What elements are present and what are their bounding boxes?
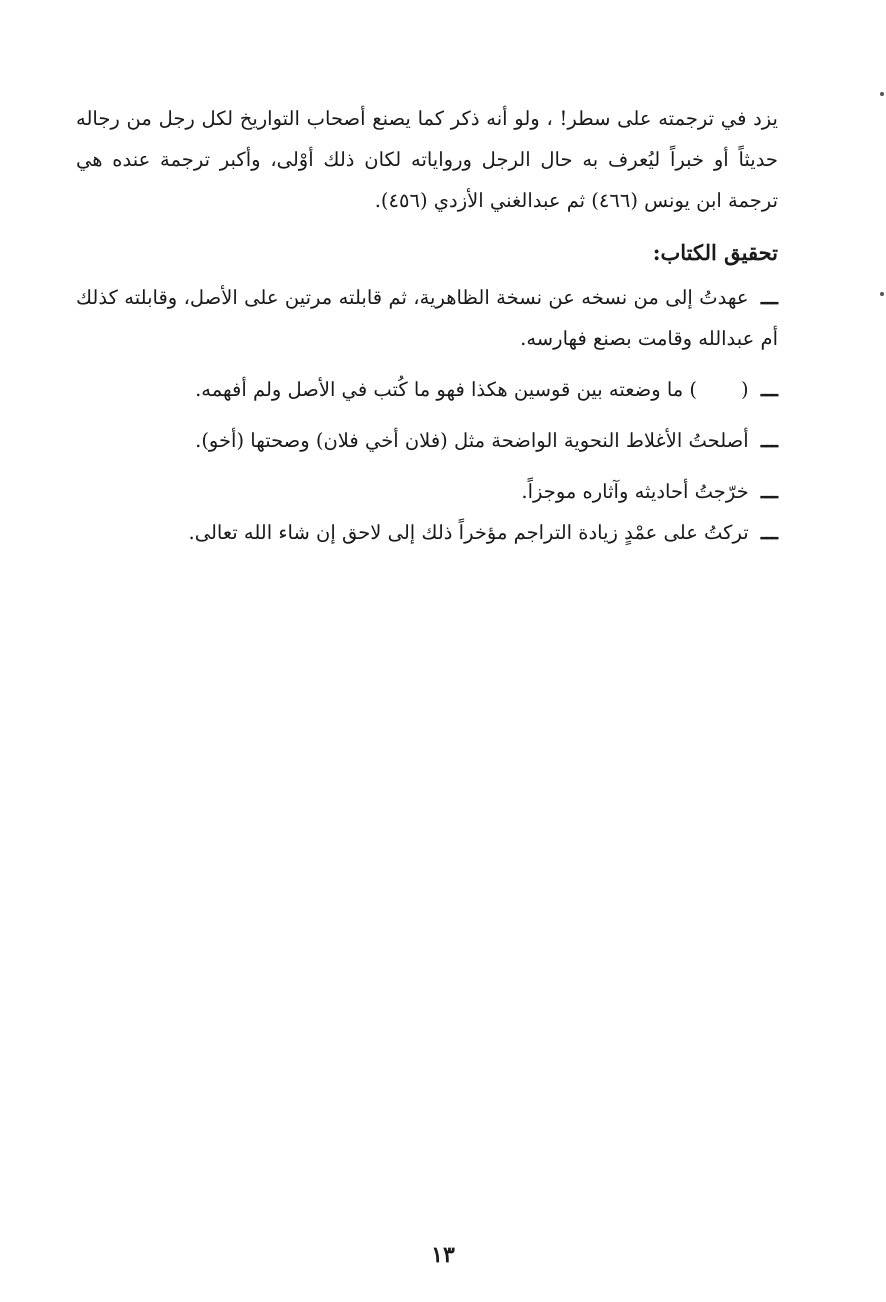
dash-marker: ـــ <box>760 286 778 309</box>
list-item-text: أصلحتُ الأغلاط النحوية الواضحة مثل (فلان أخي فلان) وصحتها (أخو). <box>195 429 749 452</box>
list-item-text: خرّجتُ أحاديثه وآثاره موجزاً. <box>521 480 749 503</box>
margin-mark <box>880 292 884 296</box>
dash-marker: ـــ <box>760 429 778 452</box>
list-item <box>76 471 778 512</box>
page-number: ١٣ <box>431 1242 455 1268</box>
open-paren: ( <box>741 378 749 401</box>
dash-marker: ـــ <box>760 378 778 401</box>
list-item-text: تركتُ على عمْدٍ زيادة التراجم مؤخراً ذلك إلى لاحق إن شاء الله تعالى. <box>188 521 749 544</box>
margin-mark <box>880 92 884 96</box>
dash-marker: ـــ <box>760 521 778 544</box>
dash-marker: ـــ <box>760 480 778 503</box>
list-item <box>76 369 778 410</box>
list-item <box>76 277 778 359</box>
list-item-text: ) ما وضعته بين قوسين هكذا فهو ما كُتب في الأصل ولم أفهمه. <box>195 378 698 401</box>
section-heading: تحقيق الكتاب: <box>652 240 778 265</box>
list-item-text: عهدتُ إلى من نسخه عن نسخة الظاهرية، ثم قابلته مرتين على الأصل، وقابلته كذلك أم عبدالله وقامت بصنع فهارسه. <box>76 286 778 350</box>
list-item <box>76 512 778 553</box>
page-body <box>76 98 778 553</box>
list-item <box>76 420 778 461</box>
intro-paragraph: يزد في ترجمته على سطر! ، ولو أنه ذكر كما يصنع أصحاب التواريخ لكل رجل من رجاله حديثاً أو خبراً ليُعرف به حال الرجل ورواياته لكان ذلك أوْلى، وأكبر ترجمة عنده هي ترجمة ابن يونس (٤٦٦) ثم عبدالغني الأزدي (٤٥٦). <box>76 107 778 212</box>
